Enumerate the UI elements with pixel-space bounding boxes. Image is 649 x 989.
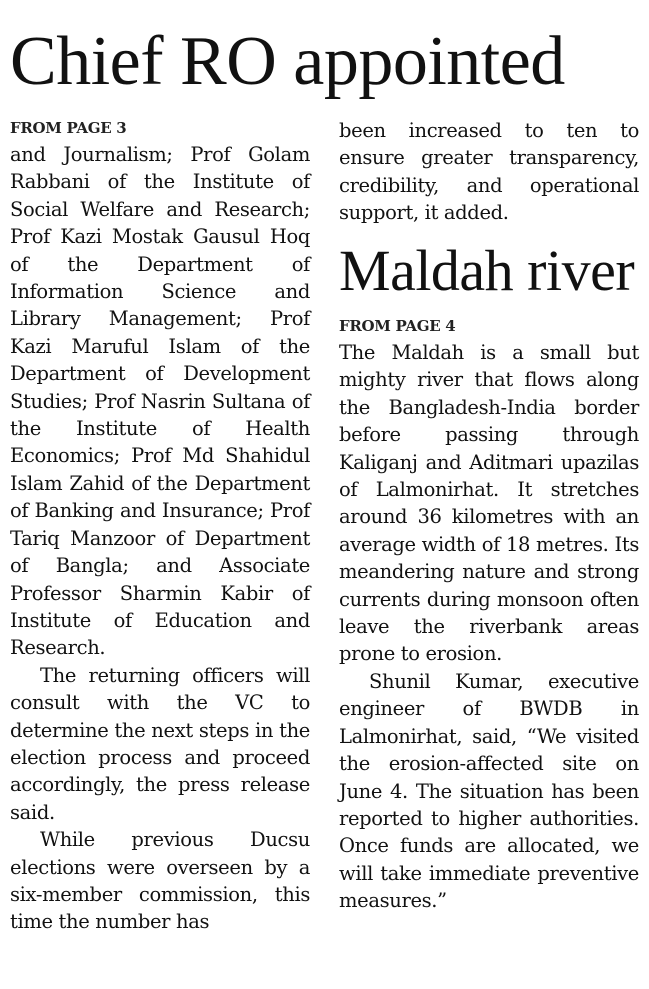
chief-ro-headline: Chief RO appointed [10, 23, 565, 100]
chief-ro-continuation-column [339, 117, 639, 227]
from-page-3-kicker: FROM PAGE 3 [10, 119, 127, 137]
chief-ro-paragraph-3-continued: been increased to ten to ensure greater transparency, credibility, and operational support, it added. [339, 119, 639, 225]
maldah-river-paragraph-2: Shunil Kumar, executive engineer of BWDB in Lalmonirhat, said, “We visited the erosion-affected site on June 4. The situation has been reported to higher authorities. Once funds are allocated, we will take immediate preventive measures.” [339, 669, 639, 913]
maldah-river-headline: Maldah river [339, 238, 635, 303]
chief-ro-paragraph-1: and Journalism; Prof Golam Rabbani of the Institute of Social Welfare and Research; Prof Kazi Mostak Gausul Hoq of the Department of Information Science and Library Management; Prof Kazi Maruful Islam of the Department of Development Studies; Prof Nasrin Sultana of the Institute of Health Economics; Prof Md Shahidul Islam Zahid of the Department of Banking and Insurance; Prof Tariq Manzoor of Department of Bangla; and Associate Professor Sharmin Kabir of Institute of Education and Research. [10, 143, 310, 660]
chief-ro-paragraph-3: While previous Ducsu elections were overseen by a six-member commission, this time the number has [10, 828, 310, 934]
chief-ro-paragraph-2: The returning officers will consult with the VC to determine the next steps in the election process and proceed accordingly, the press release said. [10, 663, 310, 824]
chief-ro-body-column [10, 141, 310, 936]
maldah-river-body-column [339, 339, 639, 915]
from-page-4-kicker: FROM PAGE 4 [339, 317, 456, 335]
maldah-river-paragraph-1: The Maldah is a small but mighty river that flows along the Bangladesh-India border before passing through Kaliganj and Aditmari upazilas of Lalmonirhat. It stretches around 36 kilometres with an average width of 18 metres. Its meandering nature and strong currents during monsoon often leave the riverbank areas prone to erosion. [339, 341, 639, 666]
